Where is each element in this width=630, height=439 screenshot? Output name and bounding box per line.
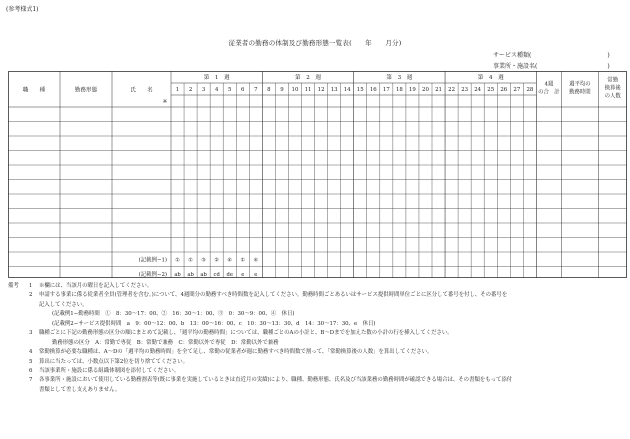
example-cell: cd	[213, 271, 220, 278]
example-cell: ④	[227, 257, 233, 264]
remark-line	[8, 348, 627, 357]
remark-text: 勤務形態の区分 A：常勤で専従 B：常勤で兼務 C：常勤以外で専従 D：常勤以外で兼務	[52, 339, 279, 346]
day-number: 12	[317, 87, 325, 93]
remark-number: 3	[29, 330, 33, 337]
remark-text: 常勤換算が必要な職種は、A〜Dの「週平均の勤務時間」を全て足し、常勤の従業者が週に勤務すべき時間数で割って、「常勤換算後の人数」を算出してください。	[39, 349, 433, 356]
header-four-week-total-line2: の合 計	[538, 89, 560, 96]
day-number: 4	[214, 87, 219, 93]
day-number: 11	[304, 87, 312, 93]
day-number: 6	[241, 87, 245, 93]
example-cell: ab	[174, 271, 181, 278]
schedule-table	[8, 71, 627, 278]
header-four-week-total: 4週	[544, 81, 554, 88]
day-number: 21	[435, 87, 442, 93]
example-cell: e	[254, 271, 258, 278]
weekday-marker: ※	[162, 99, 168, 105]
example-cell: ①	[240, 257, 246, 264]
form-label: (参考様式1)	[6, 6, 39, 13]
remark-number: 2	[29, 292, 33, 299]
remark-text: 記入してください。	[39, 301, 88, 308]
day-number: 5	[228, 87, 232, 93]
day-number: 23	[461, 87, 469, 93]
header-weekly-avg: 週平均の	[569, 81, 591, 88]
example-cell: ab	[200, 271, 207, 278]
day-number: 28	[526, 87, 534, 93]
remark-line	[8, 358, 627, 367]
week-label: 第 4 週	[477, 75, 504, 81]
remarks-section	[8, 282, 627, 395]
day-number: 8	[267, 87, 271, 93]
header-weekly-avg-line2: 勤務時間	[569, 89, 591, 96]
remark-text: 当該事業所・施設に係る組織体制図を添付してください。	[39, 367, 180, 374]
remark-number: 4	[29, 349, 33, 356]
example-cell: ①	[175, 257, 180, 264]
header-work-pattern: 勤務形態	[74, 87, 98, 94]
day-number: 25	[487, 87, 495, 93]
day-number: 16	[369, 87, 377, 93]
day-number: 9	[280, 87, 284, 93]
remark-line	[8, 282, 627, 291]
service-type-label: サービス種類(	[493, 52, 532, 59]
remark-line	[8, 310, 627, 319]
document-title: 従業者の勤務の体制及び勤務形態一覧表( 年 月分)	[228, 39, 402, 47]
remark-number: 1	[29, 283, 33, 289]
remark-text: 書類として差し支えありません。	[39, 386, 121, 393]
day-number: 1	[175, 87, 180, 93]
example-cell: ①	[188, 257, 193, 264]
table-border	[9, 72, 627, 278]
example-row-label: (記載例−2)	[138, 271, 167, 278]
example-cell: ③	[201, 257, 206, 264]
day-number: 26	[500, 87, 508, 93]
day-number: 27	[513, 87, 521, 93]
example-cell: de	[226, 271, 233, 278]
facility-name-label: 事業所・施設名(	[493, 63, 538, 70]
header-fte-count-line3: の人数	[604, 93, 621, 100]
remark-line	[8, 376, 627, 385]
remark-line	[8, 339, 627, 348]
day-number: 17	[382, 87, 390, 93]
remark-line	[8, 301, 627, 310]
week-label: 第 1 週	[203, 75, 230, 81]
day-number: 19	[408, 87, 416, 93]
day-number: 3	[201, 87, 206, 93]
remark-text: 申請する事業に係る従業者全員(管理者を含む。)について、4週間分の勤務すべき時間数を記入してください。勤務時間ごとあるいはサービス提供時間単位ごとに区分して番号を付し、その番号を	[39, 292, 508, 299]
day-number: 10	[291, 87, 299, 93]
facility-name-close-paren: )	[607, 63, 610, 70]
remark-text: (記載例2−サービス提供時間 a 9：00〜12：00、b 13：00〜16：00、c 10：30〜13：30、d 14：30〜17：30、e 休日)	[52, 320, 376, 327]
remark-line	[8, 386, 627, 395]
remark-line	[8, 367, 627, 376]
remark-number: 6	[29, 367, 33, 374]
day-number: 7	[254, 87, 258, 93]
day-number: 13	[330, 87, 338, 93]
header-name: 氏 名	[130, 87, 153, 94]
day-number: 22	[448, 87, 456, 93]
example-row-label: (記載例−1)	[138, 257, 167, 264]
day-number: 15	[356, 87, 364, 93]
remark-text: 各事業所・施設において使用している勤務割表等(既に事業を実施しているときは直近月の実績)により、職種、勤務形態、氏名及び当該業務の勤務時間が確認できる場合は、その書類をもって添付	[39, 377, 513, 384]
example-cell: ab	[187, 271, 194, 278]
example-cell: ④	[253, 257, 259, 264]
service-type-row	[493, 50, 610, 59]
day-number: 24	[474, 87, 482, 93]
header-fte-count: 常勤	[607, 77, 619, 84]
service-type-close-paren: )	[607, 52, 610, 59]
day-number: 14	[343, 87, 351, 93]
day-number: 2	[188, 87, 193, 93]
remarks-heading: 備考	[8, 283, 19, 289]
facility-name-row	[493, 61, 610, 70]
remark-line	[8, 329, 627, 338]
day-number: 20	[422, 87, 429, 93]
week-label: 第 3 週	[386, 75, 413, 81]
remark-line	[8, 320, 627, 329]
header-occupation: 職 種	[22, 87, 46, 94]
example-cell: e	[241, 271, 245, 278]
remark-text: (記載例1−勤務時間 ① 8：30〜17：00、② 16：30〜1：00、③ 0：30〜9：00、④ 休日)	[52, 311, 295, 318]
remark-number: 5	[29, 358, 33, 365]
day-number: 18	[395, 87, 403, 93]
remark-text: ※欄には、当該月の曜日を記入してください。	[39, 283, 153, 289]
remark-line	[8, 291, 627, 300]
remark-number: 7	[29, 377, 33, 384]
header-fte-count-line2: 換算後	[604, 85, 621, 92]
week-label: 第 2 週	[295, 75, 321, 81]
remark-text: 職種ごとに下記の勤務形態の区分の順にまとめて記載し、「週平均の勤務時間」については、職種ごとのAの小計と、B〜Dまでを加えた数の小計の行を挿入してください。	[39, 330, 453, 337]
example-cell: ②	[214, 257, 220, 264]
remark-text: 算出に当たっては、小数点以下第2位を切り捨ててください。	[39, 358, 188, 365]
